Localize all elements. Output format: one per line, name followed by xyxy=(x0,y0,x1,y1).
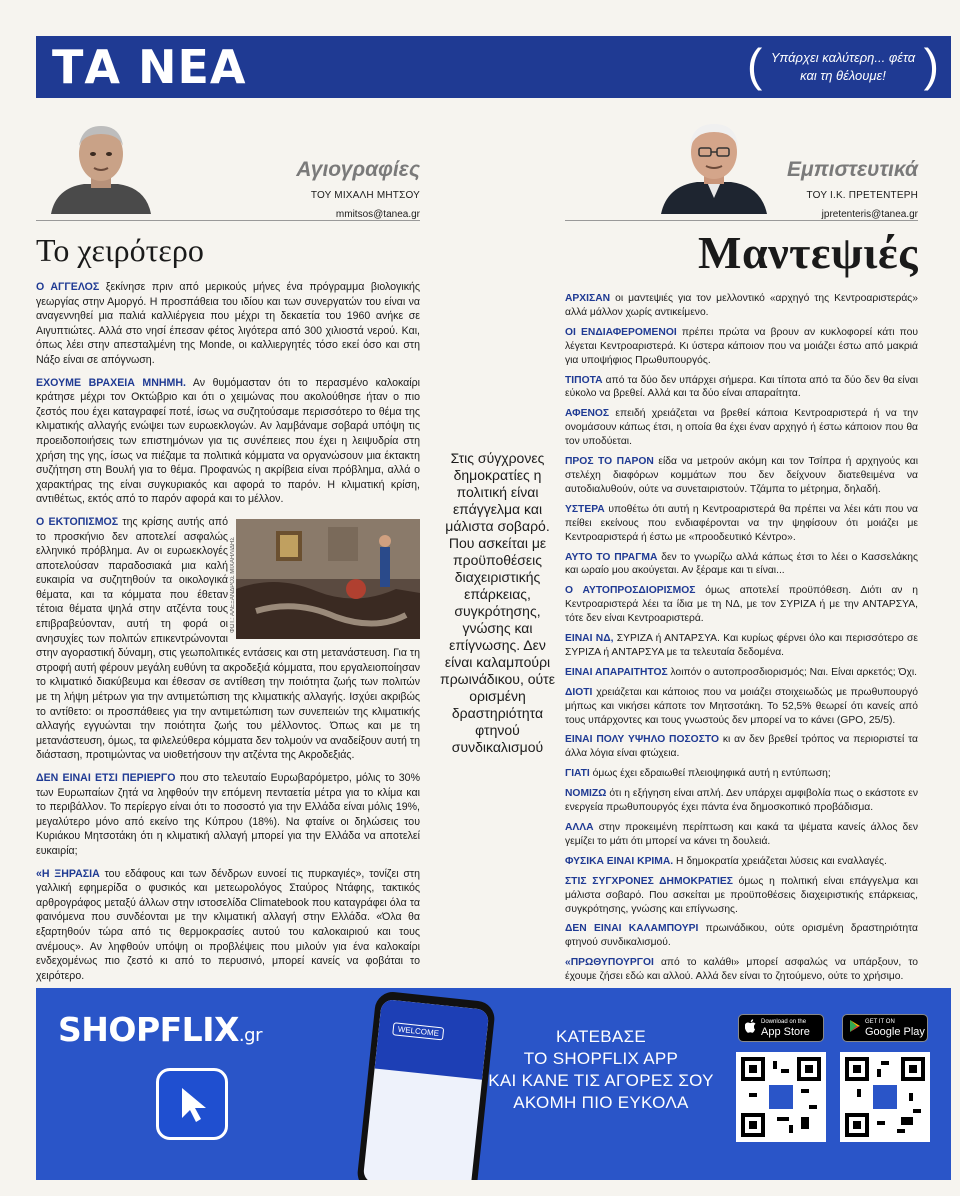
ad-brand-suffix: .gr xyxy=(238,1025,262,1046)
paragraph-lead: Ο ΑΥΤΟΠΡΟΣΔΙΟΡΙΣΜΟΣ xyxy=(565,585,696,597)
paragraph-lead: ΕΧΟΥΜΕ ΒΡΑΧΕΙΑ ΜΝΗΜΗ. xyxy=(36,376,186,389)
header-divider xyxy=(36,220,420,221)
paragraph-lead: ΑΛΛΑ xyxy=(565,822,594,833)
ad-cta-line: ΑΚΟΜΗ ΠΙΟ ΕΥΚΟΛΑ xyxy=(513,1093,689,1112)
paragraph-text: ότι η εξήγηση είναι απλή. Δεν υπάρχει αμφιβολία πως ο εκάστοτε εν ενεργεία πρωθυπουργός έχει πάντα ένα δημοσκοπικό προβάδισμα. xyxy=(565,788,918,814)
paragraph-text: της κρίσης αυτής από το προσκήνιο δεν αποτελεί ασφαλώς ελληνικό πρόβλημα. Αν οι ευρωεκλογές αποτελούσαν παραδοσιακά μια καλή ευκαιρία να συζητηθούν τα οικολογικά θέματα, και τα κόμματα που έθεταν τέτοια θέματα ψηλά στην ατζέντα τους επιβραβεύονταν, αυτή τη φορά οι ανησυχίες των πολιτών επικεντρώνονται στην αγοραστική δύναμη, στις γεωπολιτικές εντάσεις και στη μετανάστευση. Για τη στροφή αυτή φέρουν μεγάλη ευθύνη τα ακροδεξιά κόμματα, που εργαλειοποίησαν το κλιματικό διακύβευμα και έθεσαν σε αντίθεση την ποιότητα ζωής των πολιτών με τη λήψη μέτρων για την αντιμετώπιση της κλιματικής αλλαγής. Ισχύει ακριβώς το αντίθετο: οι προσπάθειες για την αντιμετώπιση των συνεπειών της κλιματικής αλλαγής εγγυώνται την ποιότητα ζωής του μέλλοντος. Όπως και με τη μετανάστευση, όμως, τα φιλελεύθερα κόμματα δεν τολμούν να αναδείξουν αυτή τη διάσταση, προτιμώντας να υιοθετήσουν την ατζέντα της Ακροδεξιάς. xyxy=(36,515,420,762)
google-play-button[interactable] xyxy=(842,1014,928,1042)
left-column-header xyxy=(36,112,420,224)
paragraph-text: οι μαντεψιές για τον μελλοντικό «αρχηγό της Κεντροαριστεράς» αλλά μάλλον χωρίς αντικείμενο. xyxy=(565,293,918,318)
paragraph-text: που στο τελευταίο Ευρωβαρόμετρο, μόλις το 30% των Ευρωπαίων ζητά να ληφθούν την επόμενη πενταετία μέτρα για το κλίμα και το περιβάλλον. Το περίεργο είναι ότι το ποσοστό για την Ελλάδα είναι μόλις 19%, μεγαλύτερο μόνο από εκείνο της Κύπρου (18%). Να φταίνε οι δηλώσεις του Κυριάκου Μητσοτάκη ότι η κλιματική αλλαγή μπορεί για την Ελλάδα να αποτελεί ευκαιρία; xyxy=(36,772,420,857)
paragraph-lead: «Η ΞΗΡΑΣΙΑ xyxy=(36,867,100,880)
paragraph-lead: ΔΕΝ ΕΙΝΑΙ ΚΑΛΑΜΠΟΥΡΙ xyxy=(565,923,699,935)
qr-code-googleplay[interactable] xyxy=(840,1052,930,1142)
paragraph-text: χρειάζεται και κάποιος που να μοιάζει στοιχειωδώς με πρωθυπουργό μήπως και νικήσει κάποτε τον Μητσοτάκη. Το 52,5% θεωρεί ότι κανείς από τους υπάρχοντες και τους γνωστούς δεν μπορεί να το κάνει (GPO, 25/5). xyxy=(565,686,918,726)
article-body-right xyxy=(565,292,918,1010)
paragraph xyxy=(36,376,420,507)
paragraph-text: είδα να μετρούν ακόμη και τον Τσίπρα ή αρχηγούς και στελέχη διαφόρων κομμάτων που δεν δείχνουν διατεθειμένα να αυτοδιαλυθούν, ούτε να συνεταιριστούν. Τζάμπα το μέτρημα, δηλαδή. xyxy=(565,456,919,495)
paragraph-lead: ΤΙΠΟΤΑ xyxy=(565,374,603,386)
paragraph-lead: ΕΙΝΑΙ ΝΔ, xyxy=(565,633,614,645)
paragraph xyxy=(565,503,918,545)
paragraph-lead: ΟΙ ΕΝΔΙΑΦΕΡΟΜΕΝΟΙ xyxy=(565,326,677,338)
paragraph-text: από το καλάθι» μπορεί ασφαλώς να υπάρξουν, το έχουμε ζήσει εδώ και αλλού. Αλλά δεν είναι το ζητούμενο, ούτε το χρήσιμο. xyxy=(565,957,918,983)
paragraph-lead: ΓΙΑΤΙ xyxy=(565,768,590,780)
paragraph-text: όμως έχει εδραιωθεί πλειοψηφικά αυτή η εντύπωση; xyxy=(589,768,831,780)
paragraph xyxy=(565,632,918,660)
ad-cta-line: ΚΑΤΕΒΑΣΕ xyxy=(555,1027,647,1046)
google-play-big-label: Google Play xyxy=(865,1025,925,1038)
ad-brand-logo xyxy=(58,1010,262,1049)
article-title-right: Μαντεψιές xyxy=(698,227,918,278)
article-body-left xyxy=(36,280,420,991)
paragraph-text: Η δημοκρατία χρειάζεται λύσεις και εναλλαγές. xyxy=(673,855,887,867)
article-photo-fire xyxy=(230,519,420,639)
newspaper-logo[interactable]: ΤΑ ΝΕΑ xyxy=(52,40,247,94)
paragraph-lead: Ο ΑΓΓΕΛΟΣ xyxy=(36,281,100,293)
paragraph xyxy=(36,280,420,368)
ad-cta-line: ΤΟ SHOPFLIX APP xyxy=(523,1049,679,1068)
paragraph xyxy=(565,821,918,849)
left-paren-decor: ( xyxy=(747,39,763,91)
paragraph-text: ξεκίνησε πριν από μερικούς μήνες ένα πρόγραμμα βιολογικής γεωργίας στην Αμοργό. Η προσπάθεια του ιδίου και των συνεργατών του είναι να αναγεννηθεί μια παλιά καλλιέργεια που μέχρι τη δεκαετία του 1960 ανήκε σε Αιγυπτιώτες. Αλλά στο νησί έπεσαν φέτος λιγότερα από 300 χιλιοστά νερού. Και, όπως λέει στην απεσταλμένη της Monde, οι καλλιεργητές τόσο εκεί όσο και στη Νάξο είναι σε απόγνωση. xyxy=(36,281,420,366)
right-paren-decor: ) xyxy=(923,39,939,91)
ad-cta-line: ΚΑΙ ΚΑΝΕ ΤΙΣ ΑΓΟΡΕΣ ΣΟΥ xyxy=(488,1071,714,1090)
author-byline: ΤΟΥ ΜΙΧΑΛΗ ΜΗΤΣΟΥ xyxy=(310,190,420,201)
phone-screen xyxy=(363,999,490,1180)
right-column-header xyxy=(565,112,918,224)
pull-quote: Στις σύγχρονες δημοκρατίες η πολιτική είναι επάγγελμα και μάλιστα σοβαρό. Που ασκείται με προϋποθέσεις διαχειριστικής επάρκειας, συγκρότησης, γνώσης και επίγνωσης. Δεν είναι καλαμπούρι πρωινάδικου, ούτε ορισμένη δραστηριότητα φτηνού συνδικαλισμού xyxy=(440,450,555,755)
paragraph-text: όμως αποτελεί προϋπόθεση. Διότι αν η Κεντροαριστερά λέει τα ίδια με τη ΝΔ, με τον ΣΥΡΙΖΑ ή με την ΑΝΤΑΡΣΥΑ, τότε δεν είναι Κεντροαριστερά. xyxy=(565,585,918,625)
app-store-text xyxy=(761,1019,810,1038)
paragraph-lead: ΝΟΜΙΖΩ xyxy=(565,788,607,800)
paragraph-text: πρωινάδικου, ούτε ορισμένη δραστηριότητα φτηνού συνδικαλισμού. xyxy=(565,923,918,949)
google-play-text xyxy=(865,1019,925,1038)
ad-call-to-action xyxy=(476,1026,726,1114)
paragraph xyxy=(565,551,918,579)
paragraph-lead: «ΠΡΩΘΥΠΟΥΡΓΟΙ xyxy=(565,957,654,969)
column-name: Αγιογραφίες xyxy=(296,158,420,181)
paragraph xyxy=(565,787,918,815)
app-store-small-label: Download on the xyxy=(761,1018,807,1025)
google-play-small-label: GET IT ON xyxy=(865,1018,895,1025)
paragraph-lead: ΣΤΙΣ ΣΥΓΧΡΟΝΕΣ ΔΗΜΟΚΡΑΤΙΕΣ xyxy=(565,875,733,887)
author-byline: ΤΟΥ Ι.Κ. ΠΡΕΤΕΝΤΕΡΗ xyxy=(806,190,918,201)
paragraph-lead: ΕΙΝΑΙ ΠΟΛΥ ΥΨΗΛΟ ΠΟΣΟΣΤΟ xyxy=(565,734,719,746)
author-portrait-pretenteris xyxy=(659,118,769,214)
app-store-button[interactable] xyxy=(738,1014,824,1042)
paragraph-lead: ΕΙΝΑΙ ΑΠΑΡΑΙΤΗΤΟΣ xyxy=(565,666,668,678)
paragraph-text: λοιπόν ο αυτοπροσδιορισμός; Ναι. Είναι αρκετός; Όχι. xyxy=(667,666,918,678)
paragraph xyxy=(565,956,918,984)
paragraph xyxy=(36,771,420,859)
author-email[interactable]: mmitsos@tanea.gr xyxy=(335,209,420,220)
paragraph-text: ΣΥΡΙΖΑ ή ΑΝΤΑΡΣΥΑ. Και κυρίως φέρνει όλο και περισσότερο σε ΣΥΡΙΖΑ ή ΑΝΤΑΡΣΥΑ με τα τελευταία δεδομένα. xyxy=(565,633,918,658)
paragraph xyxy=(565,922,918,950)
paragraph-lead: ΑΥΤΟ ΤΟ ΠΡΑΓΜΑ xyxy=(565,551,658,563)
paragraph-text: του εδάφους και των δένδρων ευνοεί τις πυρκαγιές», τονίζει στη γαλλική εφημερίδα ο φυσικός και μετεωρολόγος Σταύρος Ντάφης, τακτικός αρθρογράφος μεταξύ άλλων στην ιστοσελίδα Climatebook που καταγράφει όλα τα φαινόμενα που συνδέονται με την κλιματική αλλαγή στην Ελλάδα. «Όλα θα εξαρτηθούν τώρα από τις θερμοκρασίες αυτού του καλοκαιριού και τους ανέμους». Αν ληφθούν υπόψη οι προβλέψεις που μιλούν για ένα καλοκαίρι ενδεχομένως πιο ζεστό κι από το περυσινό, μπορεί κανείς να φοβάται το χειρότερο. xyxy=(36,867,420,982)
masthead xyxy=(36,36,951,98)
column-name: Εμπιστευτικά xyxy=(787,158,918,181)
author-email[interactable]: jpretenteris@tanea.gr xyxy=(821,209,918,220)
paragraph xyxy=(565,733,918,761)
slogan-line-1: Υπάρχει καλύτερη... φέτα xyxy=(770,50,916,65)
paragraph xyxy=(565,326,918,368)
paragraph xyxy=(565,374,918,402)
paragraph-text: από τα δύο δεν υπάρχει σήμερα. Και τίποτα από τα δύο δεν θα είναι εύκολο να βρεθεί. Αλλά και τα δύο είναι απαραίτητα. xyxy=(565,374,918,400)
paragraph xyxy=(565,292,918,320)
paragraph-text: στην προκειμένη περίπτωση και κακά τα ψέματα κανείς άλλος δεν γεμίζει το μάτι ότι μπορεί να κάνει τη δουλειά. xyxy=(565,822,918,847)
paragraph xyxy=(565,455,918,497)
paragraph xyxy=(565,666,918,680)
app-store-big-label: App Store xyxy=(761,1025,810,1038)
paragraph-lead: Ο ΕΚΤΟΠΙΣΜΟΣ xyxy=(36,515,119,528)
paragraph xyxy=(36,867,420,984)
paragraph-lead: ΔΙΟΤΙ xyxy=(565,686,593,698)
paragraph-lead: ΠΡΟΣ ΤΟ ΠΑΡΟΝ xyxy=(565,456,654,468)
paragraph-lead: ΦΥΣΙΚΑ ΕΙΝΑΙ ΚΡΙΜΑ. xyxy=(565,855,674,867)
paragraph xyxy=(565,855,918,869)
phone-welcome-badge: WELCOME xyxy=(392,1022,444,1040)
ad-brand-name: SHOPFLIX xyxy=(58,1010,239,1049)
photo-credit: ΦΩΤ.: ΑΛΕΞΑΝΔΡΟΣ ΜΙΧΑΗΛΙΔΗΣ xyxy=(230,536,236,633)
paragraph-text: υποθέτω ότι αυτή η Κεντροαριστερά θα πρέπει να λέει κάτι που να πείθει εκείνους που ενδιαφέρονται να την ψηφίσουν ότι μοιάζει με Κεντροαριστερά ή έστω με «προοδευτικό Κέντρο». xyxy=(565,503,918,543)
paragraph xyxy=(565,875,918,917)
paragraph xyxy=(565,407,918,449)
paragraph-text: πρέπει πρώτα να βρουν αν κυκλοφορεί κάτι που λέγεται Κεντροαριστερά. Κι ύστερα κάποιον που να μοιάζει έστω από μακριά για υποψήφιος Πρωθυπουργός. xyxy=(565,326,918,366)
paragraph xyxy=(565,686,918,728)
article-title-left: Το χειρότερο xyxy=(36,232,204,268)
paragraph xyxy=(565,767,918,781)
paragraph-lead: ΔΕΝ ΕΙΝΑΙ ΕΤΣΙ ΠΕΡΙΕΡΓΟ xyxy=(36,772,176,784)
qr-code-appstore[interactable] xyxy=(736,1052,826,1142)
paragraph-text: όμως η πολιτική είναι επάγγελμα και μάλιστα σοβαρό. Που ασκείται με προϋποθέσεις διαχειριστικής επάρκειας, συγκρότησης, γνώσης και επίγνωσης. xyxy=(565,875,918,915)
paragraph-lead: ΑΡΧΙΣΑΝ xyxy=(565,293,611,304)
paragraph xyxy=(36,515,420,763)
paragraph xyxy=(565,584,918,626)
paragraph-lead: ΑΦΕΝΟΣ xyxy=(565,408,610,420)
masthead-slogan xyxy=(747,39,939,92)
paragraph-text: δεν το γνωρίζω αλλά κάπως έτσι το λέει ο Κασσελάκης και ωραίο μου ακούγεται. Αν ξέραμε και τι είναι... xyxy=(565,551,918,577)
header-divider xyxy=(565,220,918,221)
play-icon xyxy=(849,1019,861,1038)
shopflix-ad-banner[interactable] xyxy=(36,988,951,1180)
slogan-line-2: και τη θέλουμε! xyxy=(800,68,886,83)
author-portrait-mitsos xyxy=(46,118,156,214)
apple-icon xyxy=(745,1019,757,1038)
paragraph-text: Αν θυμόμασταν ότι το περασμένο καλοκαίρι κράτησε μέχρι τον Οκτώβριο και ότι ο χειμώνας που ακολούθησε ήταν ο πιο ζεστός που έχει καταγραφεί ποτέ, ίσως να συζητούσαμε περισσότερο το θέμα της κλιματικής αλλαγής ενώψει των ευρωεκλογών. Αν λαμβάναμε σοβαρά υπόψη τις προειδοποιήσεις των επιστημόνων για τις συνέπειες που έχει η λειψυδρία στη χρήση της γης, ίσως να πιέζαμε τα πολιτικά κόμματα να οργανώσουν μια έκτακτη συζήτηση στη Βουλή για το θέμα. Προφανώς η ακρίβεια είναι πρόβλημα, αλλά ο χαρακτήρας της είναι συγκυριακός και αφορά το παρόν. Η κλιματική κρίση, αντιθέτως, εκτός από το παρόν αφορά και το μέλλον. xyxy=(36,376,420,506)
paragraph-lead: ΥΣΤΕΡΑ xyxy=(565,503,605,515)
cursor-app-icon xyxy=(156,1068,228,1140)
paragraph-text: επειδή χρειάζεται να βρεθεί κάποια Κεντροαριστερά ή να την ονομάσουν κάπως έτσι, η οποία θα έχει έναν αρχηγό ή έστω κάποιον που θα τον υποδύεται. xyxy=(565,408,918,448)
paragraph-text: κι αν δεν βρεθεί τρόπος να περιοριστεί τα άλλα λόγια είναι φτώχεια. xyxy=(565,734,918,760)
